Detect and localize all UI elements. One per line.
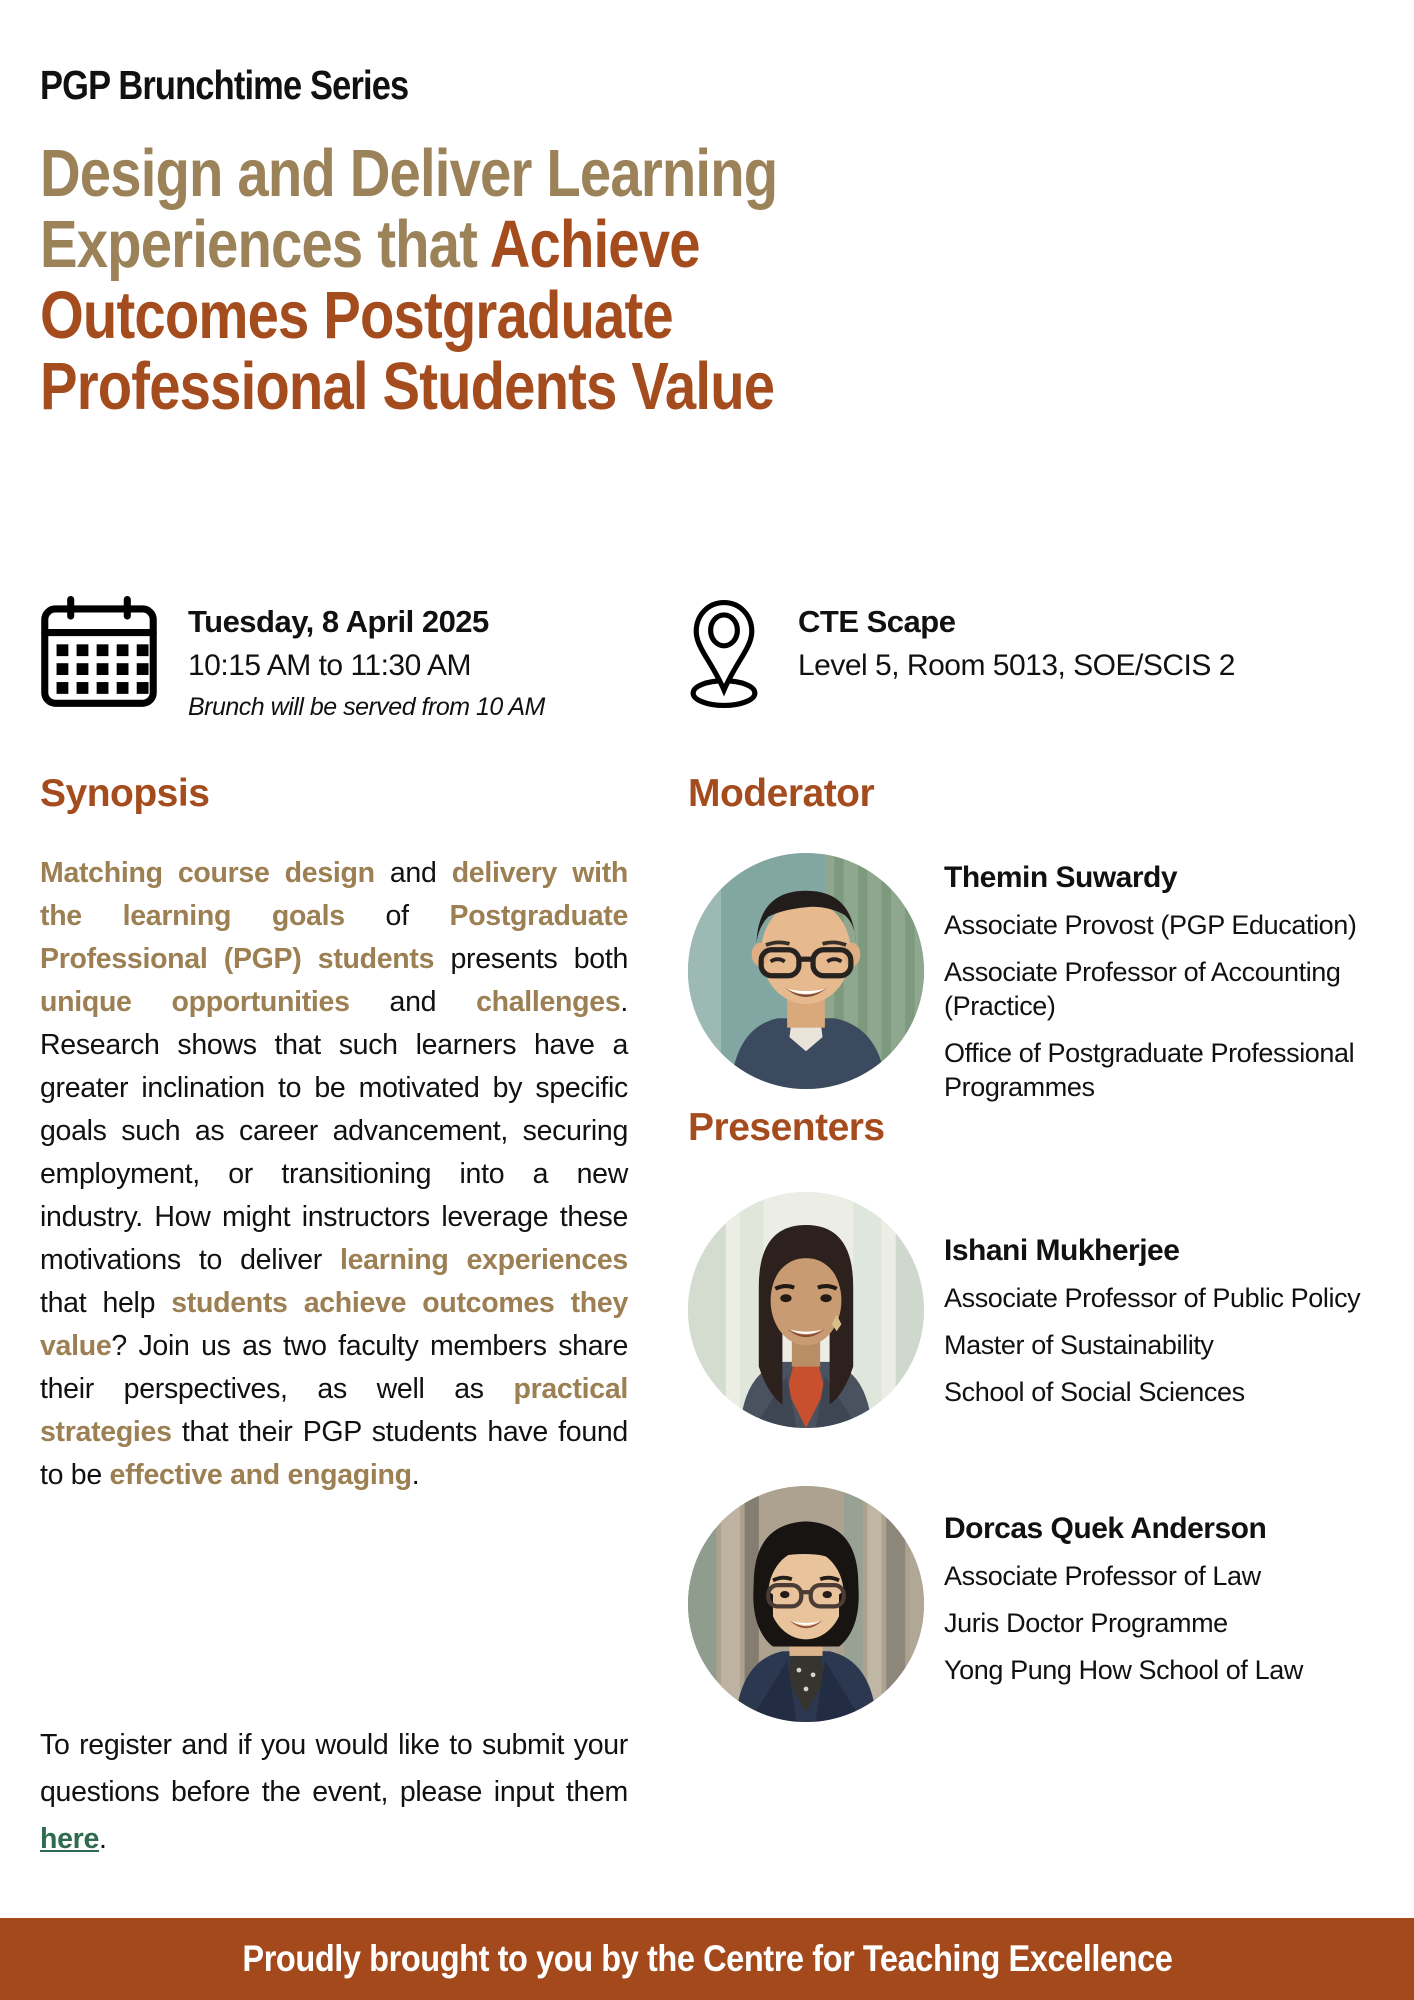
series-label: PGP Brunchtime Series bbox=[40, 62, 409, 108]
location-pin-icon bbox=[688, 596, 760, 717]
moderator-card bbox=[688, 853, 1388, 1104]
moderator-role: Office of Postgraduate Professional Programmes bbox=[944, 1038, 1355, 1102]
title-line-2: Experiences that Achieve bbox=[40, 207, 700, 282]
event-location bbox=[688, 596, 1235, 717]
presenter-role: Yong Pung How School of Law bbox=[944, 1655, 1303, 1685]
presenter-role: Associate Professor of Law bbox=[944, 1561, 1261, 1591]
synopsis-text: Matching course design and delivery with the learning goals of Postgraduate Professional (PGP) students presents both unique opportunities and challenges. Research shows that such learners have a greater inclination to be motivated by specific goals such as career advancement, securing employment, or transitioning into a new industry. How might instructors leverage these motivations to deliver learning experiences that help students achieve outcomes they value? Join us as two faculty members share their perspectives, as well as practical strategies that their PGP students have found to be effective and engaging. bbox=[40, 857, 629, 1491]
moderator-photo bbox=[688, 853, 924, 1089]
presenter-card bbox=[688, 1486, 1388, 1722]
footer-banner bbox=[0, 1918, 1414, 2000]
moderator-role: Associate Professor of Accounting (Practice) bbox=[944, 957, 1341, 1021]
moderator-heading: Moderator bbox=[688, 772, 875, 815]
presenter-role: Associate Professor of Public Policy bbox=[944, 1283, 1361, 1313]
presenter-name: Dorcas Quek Anderson bbox=[944, 1512, 1267, 1545]
register-link[interactable]: here bbox=[40, 1823, 100, 1855]
brunch-note: Brunch will be served from 10 AM bbox=[188, 693, 545, 721]
presenter-name: Ishani Mukherjee bbox=[944, 1234, 1180, 1267]
presenter-role: Juris Doctor Programme bbox=[944, 1608, 1228, 1638]
event-time: 10:15 AM to 11:30 AM bbox=[188, 649, 471, 682]
presenter-role: School of Social Sciences bbox=[944, 1377, 1245, 1407]
registration-text: To register and if you would like to submit your questions before the event, please input them here. bbox=[40, 1729, 628, 1855]
title-line-1: Design and Deliver Learning bbox=[40, 136, 778, 211]
footer-text: Proudly brought to you by the Centre for Teaching Excellence bbox=[241, 1938, 1173, 1979]
venue-room: Level 5, Room 5013, SOE/SCIS 2 bbox=[798, 649, 1235, 682]
calendar-icon bbox=[40, 596, 158, 713]
moderator-role: Associate Provost (PGP Education) bbox=[944, 910, 1357, 940]
presenter-card bbox=[688, 1192, 1388, 1428]
presenters-heading: Presenters bbox=[688, 1106, 885, 1149]
presenter-photo bbox=[688, 1192, 924, 1428]
event-datetime bbox=[40, 596, 545, 722]
title-line-4: Professional Students Value bbox=[40, 349, 775, 424]
venue-name: CTE Scape bbox=[798, 604, 956, 639]
event-date: Tuesday, 8 April 2025 bbox=[188, 604, 489, 639]
presenter-photo bbox=[688, 1486, 924, 1722]
moderator-name: Themin Suwardy bbox=[944, 861, 1178, 894]
presenter-role: Master of Sustainability bbox=[944, 1330, 1214, 1360]
page-title bbox=[40, 138, 777, 422]
synopsis-heading: Synopsis bbox=[40, 772, 210, 815]
title-line-3: Outcomes Postgraduate bbox=[40, 278, 673, 353]
